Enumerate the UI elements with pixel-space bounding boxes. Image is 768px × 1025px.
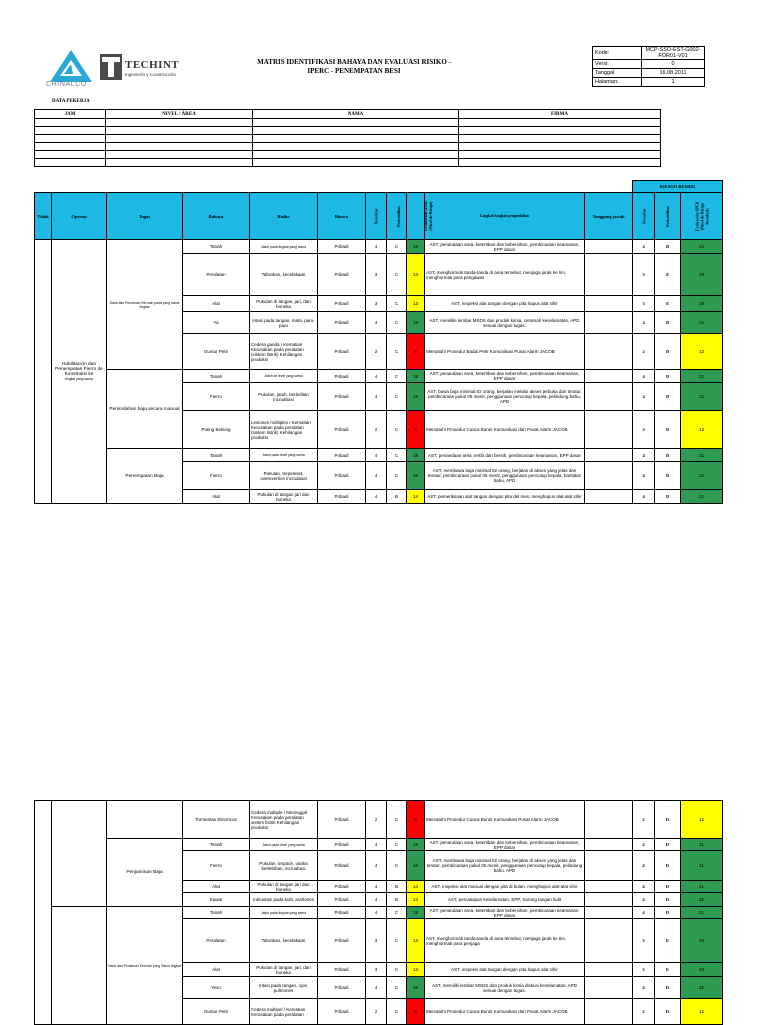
residual-risk-header: RIESGO RESIDU xyxy=(633,181,723,193)
residual-probability-cell: D xyxy=(655,462,681,490)
task-cell xyxy=(107,801,183,839)
worker-row xyxy=(35,143,661,151)
meta-value: 0 xyxy=(642,60,705,69)
risk-level-cell: 13 xyxy=(407,963,425,977)
risiko-cell: Iritasi pada tangan, ojos, pulmones xyxy=(250,977,318,999)
severity-cell: 3 xyxy=(366,919,387,963)
responsible-cell xyxy=(585,839,633,851)
responsible-cell xyxy=(585,977,633,999)
control-measures-cell: AST, memiliki lembar MSDS dan produk kimia diskusi keselamatan, APD sesuai dengan tugas. xyxy=(425,977,585,999)
task-cell: Penjaminan Baja xyxy=(107,839,183,907)
residual-probability-cell: D xyxy=(655,449,681,462)
risk-level-cell: 18 xyxy=(407,839,425,851)
title-line-1: MATRIS IDENTIFIKASI BAHAYA DAN EVALUASI RISIKO - xyxy=(257,58,451,66)
residual-probability-cell: D xyxy=(655,312,681,334)
blanco-cell: Pribadi xyxy=(318,462,366,490)
meta-label: Versi: xyxy=(593,60,642,69)
residual-severity-cell: 4 xyxy=(633,839,655,851)
risk-level-cell: 18 xyxy=(407,240,425,254)
probability-cell: C xyxy=(387,296,407,312)
probability-cell: C xyxy=(387,370,407,383)
responsible-cell xyxy=(585,254,633,296)
blanco-cell: Pribadi xyxy=(318,801,366,839)
bahaya-cell: Alat xyxy=(183,296,250,312)
bahaya-cell: Tanah xyxy=(183,370,250,383)
residual-risk-level-cell: 21 xyxy=(681,977,723,999)
severity-cell: 4 xyxy=(366,490,387,504)
probability-cell: C xyxy=(387,907,407,919)
control-measures-cell: Mematuhi Prosedur Cuaca Buruk Komunikasi dari Pusat Alarm JACOB xyxy=(425,411,585,449)
control-measures-cell: AST, memiliki lembar MSDS dan produk kimia, ceramah keselamatan, APD sesuai dengan tugas. xyxy=(425,312,585,334)
col-evaluasi-residual: Evaluación IPER (Nivel de Riesgo Residual) xyxy=(681,193,723,240)
col-tugas: Tugas xyxy=(107,193,183,240)
residual-severity-cell: 4 xyxy=(633,977,655,999)
responsible-cell xyxy=(585,449,633,462)
col-operasi: Operasi xyxy=(52,193,107,240)
operasi-cell xyxy=(52,801,107,907)
risk-level-cell: 13 xyxy=(407,296,425,312)
probability-cell: C xyxy=(387,254,407,296)
blanco-cell: Pribadi xyxy=(318,254,366,296)
responsible-cell xyxy=(585,240,633,254)
blanco-cell: Pribadi xyxy=(318,240,366,254)
probability-cell: B xyxy=(387,881,407,893)
responsible-cell xyxy=(585,411,633,449)
residual-severity-cell: 4 xyxy=(633,851,655,881)
probability-cell: C xyxy=(387,240,407,254)
residual-risk-level-cell: 21 xyxy=(681,893,723,907)
worker-col-jam: JAM xyxy=(35,110,106,119)
probability-cell: C xyxy=(387,977,407,999)
task-cell: Daris dan Pemainan Kerroah pada yang sama tingkat xyxy=(107,240,183,370)
severity-cell: 2 xyxy=(366,801,387,839)
risiko-cell: Pukulan, terjatuh, usaha berlebihan, incruabasi xyxy=(250,851,318,881)
title-line-2: IPERC - PENEMPATAN BESI xyxy=(307,67,401,75)
severity-cell: 2 xyxy=(366,999,387,1025)
worker-row xyxy=(35,127,661,135)
col-evaluasi: Evaluación IPER (Nivel de Riesgo) xyxy=(407,193,425,240)
probability-cell: C xyxy=(387,449,407,462)
blanco-cell: Pribadi xyxy=(318,977,366,999)
bahaya-cell: Alat xyxy=(183,963,250,977)
residual-severity-cell: 4 xyxy=(633,490,655,504)
risk-matrix-table xyxy=(34,180,723,504)
residual-risk-level-cell: 20 xyxy=(681,963,723,977)
residual-risk-level-cell: 21 xyxy=(681,490,723,504)
severity-cell: 3 xyxy=(366,254,387,296)
bahaya-cell: Tormentas Eléctricas xyxy=(183,801,250,839)
severity-cell: 4 xyxy=(366,893,387,907)
document-meta-table xyxy=(592,46,705,87)
risk-level-cell: 18 xyxy=(407,851,425,881)
residual-probability-cell: D xyxy=(655,999,681,1025)
control-measures-cell: AST, inspeksi alat tangan dengan pita hapus alat sihir xyxy=(425,963,585,977)
responsible-cell xyxy=(585,312,633,334)
residual-probability-cell: E xyxy=(655,919,681,963)
residual-severity-cell: 4 xyxy=(633,907,655,919)
responsible-cell xyxy=(585,963,633,977)
risiko-cell: Pukulan, jatuh, berbelitan incruabasi xyxy=(250,383,318,411)
risiko-cell: Cedera multipel / Kematian Kerusakan pada peralatan xyxy=(250,999,318,1025)
severity-cell: 2 xyxy=(366,411,387,449)
probability-cell: C xyxy=(387,999,407,1025)
table-row xyxy=(35,240,723,254)
severity-cell: 4 xyxy=(366,370,387,383)
blanco-cell: Pribadi xyxy=(318,851,366,881)
control-measures-cell: AST, penandaan area, ketertiban dan kebersihan, pembicaraan keamanan, EPP dasar xyxy=(425,240,585,254)
bahaya-cell: Puting Beliung xyxy=(183,411,250,449)
tidak-cell xyxy=(35,801,52,1025)
risiko-cell: Tabrakan, kecelakaan xyxy=(250,919,318,963)
risk-level-cell: 14 xyxy=(407,893,425,907)
bahaya-cell: Peralatan xyxy=(183,254,250,296)
risiko-cell: Inkrustasi pada kulit, arañones xyxy=(250,893,318,907)
techint-logo xyxy=(100,54,190,80)
residual-probability-cell: D xyxy=(655,240,681,254)
bahaya-cell: Peralatan xyxy=(183,919,250,963)
responsible-cell xyxy=(585,893,633,907)
bahaya-cell: Tanah xyxy=(183,240,250,254)
severity-cell: 4 xyxy=(366,851,387,881)
severity-cell: 4 xyxy=(366,839,387,851)
responsible-cell xyxy=(585,999,633,1025)
responsible-cell xyxy=(585,462,633,490)
residual-severity-cell: 2 xyxy=(633,999,655,1025)
residual-severity-cell: 2 xyxy=(633,411,655,449)
residual-risk-level-cell: 12 xyxy=(681,801,723,839)
risk-level-cell: 8 xyxy=(407,411,425,449)
meta-value: MCP-SSO-EST-G002-FOR01-V01 xyxy=(642,47,705,60)
bahaya-cell: Fierro xyxy=(183,851,250,881)
severity-cell: 4 xyxy=(366,907,387,919)
bahaya-cell: Yeso xyxy=(183,977,250,999)
residual-risk-level-cell: 21 xyxy=(681,881,723,893)
meta-label: Halaman: xyxy=(593,78,642,87)
probability-cell: C xyxy=(387,383,407,411)
control-measures-cell: AST, penandaan area, ketertiban dan kebersihan, pembicaraan keamanan, EPP dasar xyxy=(425,370,585,383)
table-row xyxy=(35,801,723,839)
document-title xyxy=(224,58,484,76)
worker-row xyxy=(35,159,661,167)
tidak-cell xyxy=(35,240,52,504)
control-measures-cell: AST, pemeriksaan alat tangan dengan pita del mes, menghapus alat-alat sihir xyxy=(425,490,585,504)
residual-severity-cell: 2 xyxy=(633,801,655,839)
blanco-cell: Pribadi xyxy=(318,907,366,919)
probability-cell: B xyxy=(387,490,407,504)
worker-col-nivel: NIVEL / ÁREA xyxy=(106,110,253,119)
worker-col-nama: NAMA xyxy=(253,110,459,119)
risiko-cell: Jatuh pada tingkat yang sama xyxy=(250,240,318,254)
residual-probability-cell: D xyxy=(655,851,681,881)
probability-cell: C xyxy=(387,411,407,449)
responsible-cell xyxy=(585,907,633,919)
operasi-cell: Habilitación dan Penempatan Fierro de Konstruksi ke tingkat yang sama xyxy=(52,240,107,504)
worker-row xyxy=(35,135,661,143)
risk-level-cell: 18 xyxy=(407,977,425,999)
residual-severity-cell: 4 xyxy=(633,370,655,383)
residual-severity-cell: 4 xyxy=(633,383,655,411)
task-cell: Daris dan Pemainan Kerroah yang Sama tingkat xyxy=(107,907,183,1025)
worker-data-label: DATA PEKERJA xyxy=(52,99,90,104)
meta-label: Tanggal xyxy=(593,69,642,78)
risiko-cell: Pukulan di tangan, jari, dan boneka xyxy=(250,296,318,312)
risk-level-cell: 18 xyxy=(407,907,425,919)
residual-risk-level-cell: 21 xyxy=(681,462,723,490)
control-measures-cell: AST, penandaan area, ketertiban dan kebersihan, pembicaraan keamanan, EPP dasar xyxy=(425,907,585,919)
residual-severity-cell: 4 xyxy=(633,312,655,334)
responsible-cell xyxy=(585,370,633,383)
col-risiko: Risiko xyxy=(250,193,318,240)
responsible-cell xyxy=(585,919,633,963)
control-measures-cell: AST, membawa baja minimal 02 orang, berjalan di akses yang jelas dan teratur, pembicaraan pukul 05 menit, penggunaan pencutup kepala, pelindung bahu, APD xyxy=(425,851,585,881)
blanco-cell: Pribadi xyxy=(318,370,366,383)
blanco-cell: Pribadi xyxy=(318,411,366,449)
severity-cell: 4 xyxy=(366,462,387,490)
control-measures-cell: AST, percakapan keselamatan, EPP, Sarung tangan kulit xyxy=(425,893,585,907)
col-probabilitas: Probabilitas xyxy=(387,193,407,240)
residual-risk-level-cell: 12 xyxy=(681,411,723,449)
residual-severity-cell: 4 xyxy=(633,462,655,490)
meta-value: 16.08.2011 xyxy=(642,69,705,78)
control-measures-cell: AST, inspeksi alat manual dengan pita di bulan, menghapus alat-alat sihir xyxy=(425,881,585,893)
probability-cell: C xyxy=(387,312,407,334)
residual-probability-cell: D xyxy=(655,881,681,893)
residual-risk-level-cell: 20 xyxy=(681,919,723,963)
risk-matrix-continuation-table xyxy=(34,800,723,1025)
risiko-cell: Jatuh pada tingkat yang sama xyxy=(250,907,318,919)
control-measures-cell: AST, penandaan area, tertib dan bersih, pembicaraan keamanan, EPP dasar xyxy=(425,449,585,462)
residual-risk-level-cell: 21 xyxy=(681,240,723,254)
control-measures-cell: AST, penandaan area, ketertiban dan kebersihan, pembicaraan keamanan, EPP dasar xyxy=(425,839,585,851)
severity-cell: 4 xyxy=(366,977,387,999)
blanco-cell: Pribadi xyxy=(318,490,366,504)
blanco-cell: Pribadi xyxy=(318,881,366,893)
bahaya-cell: Guntur Petir xyxy=(183,334,250,370)
col-tidak: Tidak xyxy=(35,193,52,240)
risiko-cell: Lesiones múltiples / Kematian Kerusakan pada peralatan (sistem listrik) Kehilangan produksi xyxy=(250,411,318,449)
risk-level-cell: 13 xyxy=(407,919,425,963)
risk-level-cell: 18 xyxy=(407,383,425,411)
col-bahaya: Bahaya xyxy=(183,193,250,240)
control-measures-cell: AST, membawa baja minimal 02 orang, berjalan di akses yang jelas dan teratur, pembicaraan pukul 05 menit, penggunaan pencutup kepala, bantalan bahu, APD xyxy=(425,462,585,490)
severity-cell: 4 xyxy=(366,881,387,893)
responsible-cell xyxy=(585,490,633,504)
blanco-cell: Pribadi xyxy=(318,383,366,411)
residual-probability-cell: D xyxy=(655,334,681,370)
severity-cell: 4 xyxy=(366,383,387,411)
residual-probability-cell: D xyxy=(655,893,681,907)
bahaya-cell: Kawat xyxy=(183,893,250,907)
probability-cell: C xyxy=(387,334,407,370)
control-measures-cell: Mematuhi Prosedur Cuaca Buruk Komunikasi Pusat Alarm JACOB xyxy=(425,801,585,839)
residual-severity-cell: 3 xyxy=(633,254,655,296)
responsible-cell xyxy=(585,881,633,893)
responsible-cell xyxy=(585,334,633,370)
residual-risk-level-cell: 21 xyxy=(681,383,723,411)
residual-severity-cell: 4 xyxy=(633,449,655,462)
severity-cell: 4 xyxy=(366,240,387,254)
residual-risk-level-cell: 21 xyxy=(681,312,723,334)
col-blanco: Blanco xyxy=(318,193,366,240)
risiko-cell: Pukulan di tangan jari dan boneka xyxy=(250,490,318,504)
risiko-cell: Pukulan, terpeleset, overexertion incruabasi xyxy=(250,462,318,490)
risiko-cell: Pukulan di tangan jari dan boneka xyxy=(250,881,318,893)
risk-level-cell: 18 xyxy=(407,449,425,462)
responsible-cell xyxy=(585,296,633,312)
meta-label: Kode: xyxy=(593,47,642,60)
col-probabilitas-residual: Probabilitas xyxy=(655,193,681,240)
meta-value: 1 xyxy=(642,78,705,87)
residual-risk-level-cell: 21 xyxy=(681,449,723,462)
residual-probability-cell: E xyxy=(655,254,681,296)
probability-cell: C xyxy=(387,801,407,839)
responsible-cell xyxy=(585,801,633,839)
residual-probability-cell: E xyxy=(655,963,681,977)
control-measures-cell: AST, inspeksi alat tangan dengan pita hapus alat sihir xyxy=(425,296,585,312)
worker-col-firma: FIRMA xyxy=(459,110,661,119)
task-cell: Pemindahan baja secara manual xyxy=(107,370,183,449)
blanco-cell: Pribadi xyxy=(318,999,366,1025)
risiko-cell: Iritasi pada tangan, mata, paru-paru xyxy=(250,312,318,334)
control-measures-cell: AST, menghormati tanda-tanda di area tersebut, menjaga jarak ke tim, menghormati para penjaga xyxy=(425,919,585,963)
table-row xyxy=(35,370,723,383)
control-measures-cell: Mematuhi Prosedur Cuaca Buruk Komunikasi dari Pusat Alarm JACOB xyxy=(425,999,585,1025)
blanco-cell: Pribadi xyxy=(318,449,366,462)
residual-probability-cell: D xyxy=(655,370,681,383)
responsible-cell xyxy=(585,851,633,881)
table-row xyxy=(35,449,723,462)
residual-severity-cell: 3 xyxy=(633,919,655,963)
probability-cell: C xyxy=(387,851,407,881)
risiko-cell: Jatuh pada level yang sama xyxy=(250,449,318,462)
blanco-cell: Pribadi xyxy=(318,839,366,851)
table-row xyxy=(35,839,723,851)
risiko-cell: Cedera multiple / Meninggal Kerusakan pada peralatan sistem listrik Kehilangan produksi xyxy=(250,801,318,839)
worker-row xyxy=(35,119,661,127)
residual-risk-level-cell: 21 xyxy=(681,839,723,851)
residual-probability-cell: E xyxy=(655,296,681,312)
bahaya-cell: Tanah xyxy=(183,449,250,462)
probability-cell: C xyxy=(387,839,407,851)
bahaya-cell: Alat xyxy=(183,490,250,504)
control-measures-cell: Mematuhi Prosedur Badai Petir Komunikasi Pusat Alarm JACOB xyxy=(425,334,585,370)
residual-severity-cell: 3 xyxy=(633,963,655,977)
bahaya-cell: Guntur Petir xyxy=(183,999,250,1025)
control-measures-cell: AST, menghormati tanda-tanda di area tersebut, menjaga jarak ke tim, menghormati para pengawas xyxy=(425,254,585,296)
severity-cell: 3 xyxy=(366,963,387,977)
probability-cell: C xyxy=(387,919,407,963)
risiko-cell: Jatuh pada level yang sama xyxy=(250,839,318,851)
residual-severity-cell: 4 xyxy=(633,881,655,893)
task-cell: Penempatan Baja xyxy=(107,449,183,504)
col-langkah: Langkah-langkah pengendalian xyxy=(425,193,585,240)
bahaya-cell: Alat xyxy=(183,881,250,893)
residual-risk-level-cell: 12 xyxy=(681,999,723,1025)
worker-data-table xyxy=(34,109,661,167)
risiko-cell: Pukulan di tangan, jari, dan boneka xyxy=(250,963,318,977)
risk-level-cell: 8 xyxy=(407,334,425,370)
chinalco-logo-text: CHINALCO xyxy=(46,81,87,88)
worker-row xyxy=(35,151,661,159)
techint-name: TECHINT xyxy=(125,59,180,71)
residual-probability-cell: D xyxy=(655,839,681,851)
residual-risk-level-cell: 21 xyxy=(681,907,723,919)
probability-cell: B xyxy=(387,893,407,907)
residual-probability-cell: D xyxy=(655,411,681,449)
residual-probability-cell: D xyxy=(655,977,681,999)
residual-severity-cell: 4 xyxy=(633,893,655,907)
residual-probability-cell: D xyxy=(655,490,681,504)
blanco-cell: Pribadi xyxy=(318,312,366,334)
techint-sub: Ingeniería y Construcción xyxy=(125,72,177,77)
risk-level-cell: 18 xyxy=(407,370,425,383)
risk-level-cell: 14 xyxy=(407,881,425,893)
severity-cell: 3 xyxy=(366,296,387,312)
control-measures-cell: AST, bawa baja minimal 02 orang, berjalan melalui akses terbuka dan teratur, pembicaraan pukul 05 menit, penggunaan pencutup kepala, pelindung bahu, APD xyxy=(425,383,585,411)
table-row xyxy=(35,907,723,919)
residual-probability-cell: D xyxy=(655,383,681,411)
bahaya-cell: Fierro xyxy=(183,462,250,490)
blanco-cell: Pribadi xyxy=(318,893,366,907)
risiko-cell: Jatuh ke level yang sama xyxy=(250,370,318,383)
risk-level-cell: 18 xyxy=(407,462,425,490)
responsible-cell xyxy=(585,383,633,411)
probability-cell: C xyxy=(387,462,407,490)
blanco-cell: Pribadi xyxy=(318,296,366,312)
operasi-cell xyxy=(52,907,107,1025)
risk-level-cell: 18 xyxy=(407,312,425,334)
bahaya-cell: Fierro xyxy=(183,383,250,411)
residual-probability-cell: D xyxy=(655,907,681,919)
chinalco-logo xyxy=(46,46,96,86)
risk-level-cell: 14 xyxy=(407,490,425,504)
severity-cell: 4 xyxy=(366,449,387,462)
risiko-cell: Cedera ganda / Kematian Kerusakan pada peralatan (sistem listrik) Kehilangan produksi xyxy=(250,334,318,370)
residual-severity-cell: 2 xyxy=(633,334,655,370)
risk-level-cell: 13 xyxy=(407,254,425,296)
risk-level-cell: 8 xyxy=(407,999,425,1025)
probability-cell: C xyxy=(387,963,407,977)
bahaya-cell: Tanah xyxy=(183,839,250,851)
blanco-cell: Pribadi xyxy=(318,334,366,370)
blanco-cell: Pribadi xyxy=(318,919,366,963)
residual-probability-cell: D xyxy=(655,801,681,839)
residual-severity-cell: 4 xyxy=(633,240,655,254)
severity-cell: 4 xyxy=(366,312,387,334)
residual-risk-level-cell: 20 xyxy=(681,296,723,312)
bahaya-cell: Ya xyxy=(183,312,250,334)
risiko-cell: Tabrakan, kecelakaan xyxy=(250,254,318,296)
col-severitas-residual: Severitas xyxy=(633,193,655,240)
residual-risk-level-cell: 20 xyxy=(681,254,723,296)
risk-level-cell: 8 xyxy=(407,801,425,839)
bahaya-cell: Tanah xyxy=(183,907,250,919)
residual-risk-level-cell: 21 xyxy=(681,851,723,881)
blanco-cell: Pribadi xyxy=(318,963,366,977)
residual-severity-cell: 3 xyxy=(633,296,655,312)
residual-risk-level-cell: 12 xyxy=(681,334,723,370)
col-tanggung: Tanggung jawab xyxy=(585,193,633,240)
col-severitas: Severitas xyxy=(366,193,387,240)
residual-risk-level-cell: 21 xyxy=(681,370,723,383)
severity-cell: 2 xyxy=(366,334,387,370)
